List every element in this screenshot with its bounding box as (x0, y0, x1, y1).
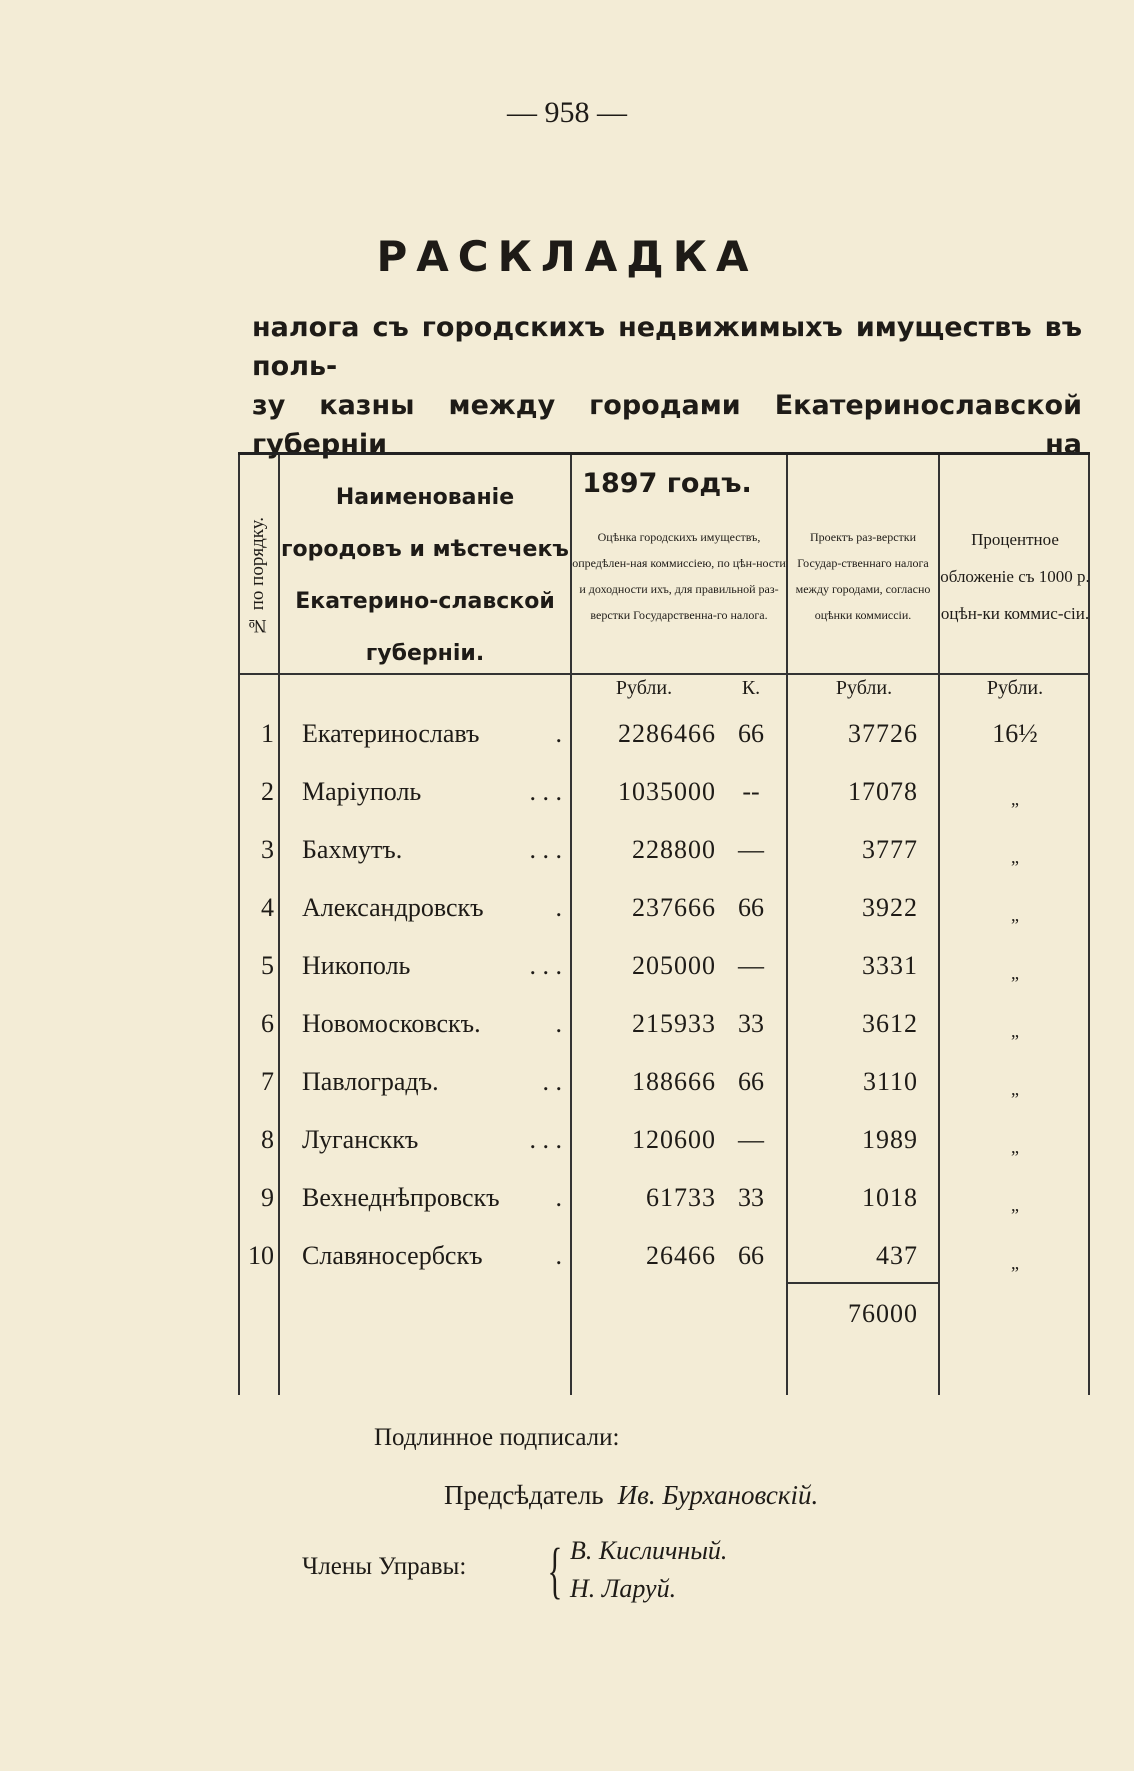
project-rubles: 3331 (862, 951, 918, 980)
table-row (238, 1111, 1090, 1169)
estimate-kopecks: 66 (738, 1241, 764, 1270)
table-row (238, 879, 1090, 937)
estimate-rubles: 61733 (646, 1183, 716, 1212)
brace-icon: { (547, 1537, 563, 1605)
estimate-rubles: 2286466 (618, 719, 716, 748)
town-name: Славяносербскъ (302, 1241, 483, 1270)
percent-value: „ (1011, 1253, 1019, 1273)
town-name: Никополь (302, 951, 411, 980)
town-name: Вехнеднѣпровскъ (302, 1183, 500, 1212)
subtitle-line: 1897 годъ. (582, 468, 752, 499)
town-name: Маріуполь (302, 777, 422, 806)
town-name: Екатеринославъ (302, 719, 480, 748)
project-rubles: 17078 (848, 777, 918, 806)
header-percent: Процентное обложеніе съ 1000 р. оцѣн-ки коммис-сіи. (940, 529, 1090, 623)
table-row (238, 763, 1090, 821)
leader-dots: . . (542, 1067, 562, 1096)
leader-dots: . (555, 1009, 562, 1038)
percent-value: „ (1011, 847, 1019, 867)
row-number: 10 (248, 1241, 274, 1270)
unit-rub: Рубли. (615, 677, 673, 699)
row-number: 8 (261, 1125, 274, 1154)
percent-value: „ (1011, 789, 1019, 809)
percent-value: „ (1011, 1079, 1019, 1099)
header-estimate: Оцѣнка городскихъ имуществъ, опредѣлен-ная коммиссіею, по цѣн-ности и доходности ихъ, для правильной раз-верстки Государственна-го налога. (572, 530, 786, 622)
row-number: 9 (261, 1183, 274, 1212)
unit-kop: К. (741, 677, 761, 699)
estimate-kopecks: — (738, 835, 764, 864)
estimate-kopecks: 66 (738, 719, 764, 748)
project-total: 76000 (848, 1299, 918, 1328)
estimate-kopecks: 33 (738, 1183, 764, 1212)
tax-table (238, 452, 1090, 1395)
table-row (238, 937, 1090, 995)
project-rubles: 3922 (862, 893, 918, 922)
estimate-kopecks: — (738, 1125, 764, 1154)
project-rubles: 3777 (862, 835, 918, 864)
estimate-rubles: 1035000 (618, 777, 716, 806)
row-number: 6 (261, 1009, 274, 1038)
leader-dots: . . . (529, 777, 562, 806)
row-number: 4 (261, 893, 274, 922)
leader-dots: . (555, 719, 562, 748)
percent-value: „ (1011, 905, 1019, 925)
estimate-rubles: 215933 (632, 1009, 716, 1038)
estimate-rubles: 237666 (632, 893, 716, 922)
estimate-kopecks: 66 (738, 1067, 764, 1096)
unit-project: Рубли. (835, 677, 893, 699)
header-project: Проектъ раз-верстки Государ-ственнаго налога между городами, согласно оцѣнки коммиссіи. (795, 530, 931, 622)
town-name: Бахмутъ. (302, 835, 403, 864)
leader-dots: . . . (529, 1125, 562, 1154)
estimate-rubles: 188666 (632, 1067, 716, 1096)
leader-dots: . (555, 1183, 562, 1212)
row-number: 7 (261, 1067, 274, 1096)
row-number: 1 (261, 719, 274, 748)
estimate-rubles: 26466 (646, 1241, 716, 1270)
town-name: Александровскъ (302, 893, 484, 922)
percent-value: 16½ (992, 719, 1038, 748)
table-row (238, 995, 1090, 1053)
town-name: Новомосковскъ. (302, 1009, 481, 1038)
row-number: 5 (261, 951, 274, 980)
member-signature: Н. Ларуй. (570, 1574, 677, 1603)
percent-value: „ (1011, 1195, 1019, 1215)
project-rubles: 3110 (862, 1067, 918, 1096)
leader-dots: . . . (529, 835, 562, 864)
percent-value: „ (1011, 1021, 1019, 1041)
table-row (238, 1227, 1090, 1285)
table-row (238, 1169, 1090, 1227)
table-row (238, 705, 1090, 763)
members-label: Члены Управы: (302, 1553, 467, 1580)
town-name: Лугансккъ (302, 1125, 419, 1154)
project-rubles: 1989 (862, 1125, 918, 1154)
estimate-rubles: 120600 (632, 1125, 716, 1154)
table-row (238, 1053, 1090, 1111)
estimate-kopecks: -- (742, 777, 760, 806)
percent-value: „ (1011, 963, 1019, 983)
total-rule (788, 1282, 938, 1284)
header-name: Наименованіе городовъ и мѣстечекъ Екатерино-славской губерніи. (281, 485, 569, 666)
estimate-kopecks: 66 (738, 893, 764, 922)
leader-dots: . (555, 893, 562, 922)
estimate-rubles: 205000 (632, 951, 716, 980)
leader-dots: . . . (529, 951, 562, 980)
estimate-kopecks: 33 (738, 1009, 764, 1038)
page-number: — 958 — (507, 96, 627, 129)
project-rubles: 437 (876, 1241, 918, 1270)
project-rubles: 1018 (862, 1183, 918, 1212)
chair-name: Ив. Бурхановскій. (617, 1480, 819, 1510)
row-number: 3 (261, 835, 274, 864)
chair-title: Предсѣдатель (444, 1480, 604, 1510)
row-number: 2 (261, 777, 274, 806)
member-signature: В. Кисличный. (570, 1536, 728, 1565)
project-rubles: 3612 (862, 1009, 918, 1038)
table-row (238, 821, 1090, 879)
header-number: № по порядку. (247, 516, 268, 636)
leader-dots: . (555, 1241, 562, 1270)
chair-signature (444, 1480, 818, 1511)
subtitle-line: зу казны между городами Екатеринославской губерніи на (252, 390, 1082, 460)
percent-value: „ (1011, 1137, 1019, 1157)
unit-percent: Рубли. (986, 677, 1044, 699)
document-title: РАСКЛАДКА (376, 232, 758, 281)
estimate-kopecks: — (738, 951, 764, 980)
estimate-rubles: 228800 (632, 835, 716, 864)
subtitle-line: налога съ городскихъ недвижимыхъ имуществъ въ поль- (252, 312, 1082, 382)
signed-intro: Подлинное подписали: (374, 1424, 620, 1451)
town-name: Павлоградъ. (302, 1067, 439, 1096)
project-rubles: 37726 (848, 719, 918, 748)
